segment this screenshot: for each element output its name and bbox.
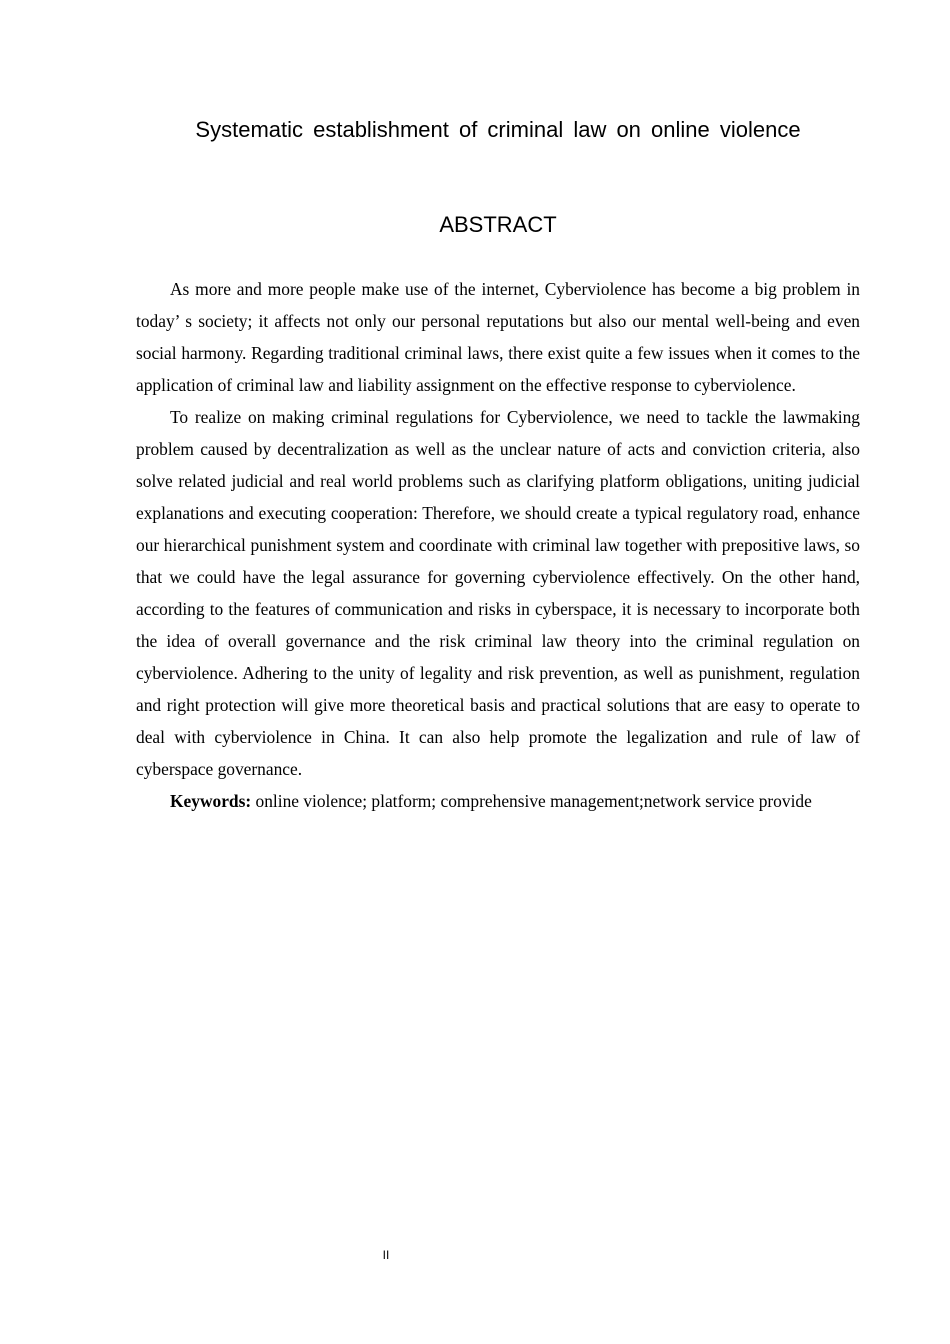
document-title: Systematic establishment of criminal law on online violence (195, 117, 801, 142)
abstract-body (136, 273, 860, 817)
keywords-text: online violence; platform; comprehensive management;network service provide (255, 791, 812, 811)
abstract-paragraph-1: As more and more people make use of the internet, Cyberviolence has become a big problem in today’ s society; it affects not only our personal reputations but also our mental well-being and even social harmony. Regarding traditional criminal laws, there exist quite a few issues when it comes to the application of criminal law and liability assignment on the effective response to cyberviolence. (136, 279, 860, 395)
page-number: II (382, 1248, 390, 1262)
keywords-line (136, 785, 860, 817)
abstract-heading: ABSTRACT (439, 212, 557, 237)
abstract-paragraph-2: To realize on making criminal regulations for Cyberviolence, we need to tackle the lawmaking problem caused by decentralization as well as the unclear nature of acts and conviction criteria, also solve related judicial and real world problems such as clarifying platform obligations, uniting judicial explanations and executing cooperation: Therefore, we should create a typical regulatory road, enhance our hierarchical punishment system and coordinate with criminal law together with prepositive laws, so that we could have the legal assurance for governing cyberviolence effectively. On the other hand, according to the features of communication and risks in cyberspace, it is necessary to incorporate both the idea of overall governance and the risk criminal law theory into the criminal regulation on cyberviolence. Adhering to the unity of legality and risk prevention, as well as punishment, regulation and right protection will give more theoretical basis and practical solutions that are easy to operate to deal with cyberviolence in China. It can also help promote the legalization and rule of law of cyberspace governance. (136, 407, 860, 779)
keywords-label: Keywords: (170, 791, 252, 811)
